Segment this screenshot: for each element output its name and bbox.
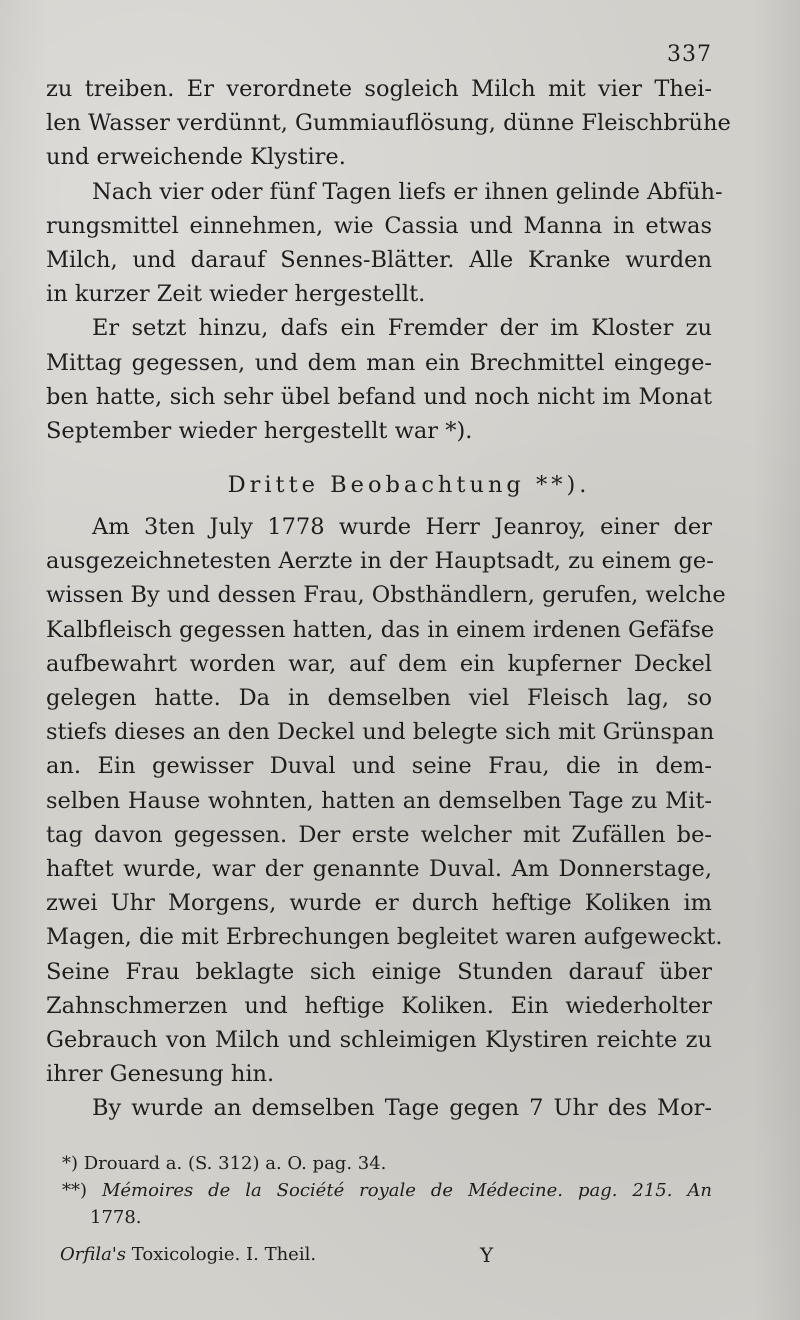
paragraph-3: [46, 311, 712, 448]
text-line: selben Hause wohnten, hatten an demselben Tage zu Mit-: [46, 787, 712, 814]
footnote-2-text: Mémoires de la Société royale de Médecine. pag. 215. An: [101, 1180, 712, 1201]
text-line: zu treiben. Er verordnete sogleich Milch mit vier Thei-: [46, 76, 712, 102]
page-number: 337: [667, 42, 712, 67]
text-line: zwei Uhr Morgens, wurde er durch heftige Koliken im: [46, 890, 712, 917]
text-line: Kalbfleisch gegessen hatten, das in einem irdenen Gefäfse: [46, 616, 715, 643]
text-line: ihrer Genesung hin.: [46, 1061, 275, 1088]
text-line: Magen, die mit Erbrechungen begleitet waren aufgeweckt.: [46, 924, 723, 951]
text-line: stiefs dieses an den Deckel und belegte sich mit Grünspan: [46, 719, 715, 746]
footnotes: [62, 1150, 712, 1231]
text-line: September wieder hergestellt war *).: [46, 417, 473, 444]
section-heading: Dritte Beobachtung **).: [227, 472, 591, 499]
paragraph-5: [46, 1091, 712, 1125]
text-line: By wurde an demselben Tage gegen 7 Uhr des Mor-: [92, 1095, 712, 1122]
paragraph-4: [46, 510, 726, 1091]
text-line: und erweichende Klystire.: [46, 144, 346, 171]
footnote-2-continuation: 1778.: [90, 1207, 142, 1228]
text-line: Mittag gegessen, und dem man ein Brechmittel eingege-: [46, 349, 712, 376]
text-line: haftet wurde, war der genannte Duval. Am Donnerstage,: [46, 855, 712, 882]
text-line: an. Ein gewisser Duval und seine Frau, die in dem-: [46, 753, 712, 780]
text-line: ausgezeichnetesten Aerzte in der Hauptsadt, zu einem ge-: [46, 548, 714, 575]
paragraph-2: [46, 175, 723, 312]
footer-title: Toxicologie. I. Theil.: [131, 1244, 317, 1265]
footnote-1: *) Drouard a. (S. 312) a. O. pag. 34.: [62, 1153, 387, 1174]
text-line: Gebrauch von Milch und schleimigen Klystiren reichte zu: [46, 1026, 712, 1053]
paragraph-1: [46, 72, 731, 175]
text-line: len Wasser verdünnt, Gummiauflösung, dünne Fleischbrühe: [46, 110, 731, 137]
footer-author: Orfila's: [60, 1244, 127, 1265]
text-line: Er setzt hinzu, dafs ein Fremder der im Kloster zu: [92, 315, 712, 342]
text-line: aufbewahrt worden war, auf dem ein kupferner Deckel: [46, 650, 712, 677]
footnote-2-marker: **): [62, 1180, 88, 1201]
text-line: tag davon gegessen. Der erste welcher mit Zufällen be-: [46, 821, 712, 848]
text-line: ben hatte, sich sehr übel befand und noch nicht im Monat: [46, 383, 712, 410]
page-footer: [60, 1240, 700, 1270]
text-line: Milch, und darauf Sennes-Blätter. Alle Kranke wurden: [46, 246, 712, 273]
text-line: wissen By und dessen Frau, Obsthändlern, gerufen, welche: [46, 582, 726, 609]
signature-mark: Y: [480, 1243, 494, 1267]
text-line: Seine Frau beklagte sich einige Stunden darauf über: [46, 958, 712, 985]
text-line: gelegen hatte. Da in demselben viel Fleisch lag, so: [46, 685, 712, 711]
text-line: Zahnschmerzen und heftige Koliken. Ein wiederholter: [46, 992, 712, 1019]
body-text: [46, 72, 731, 1125]
text-line: in kurzer Zeit wieder hergestellt.: [46, 281, 426, 308]
footnote-2: [62, 1177, 712, 1204]
text-line: Nach vier oder fünf Tagen liefs er ihnen gelinde Abfüh-: [92, 178, 723, 205]
text-line: rungsmittel einnehmen, wie Cassia und Manna in etwas: [46, 212, 712, 239]
text-line: Am 3ten July 1778 wurde Herr Jeanroy, einer der: [92, 514, 712, 541]
